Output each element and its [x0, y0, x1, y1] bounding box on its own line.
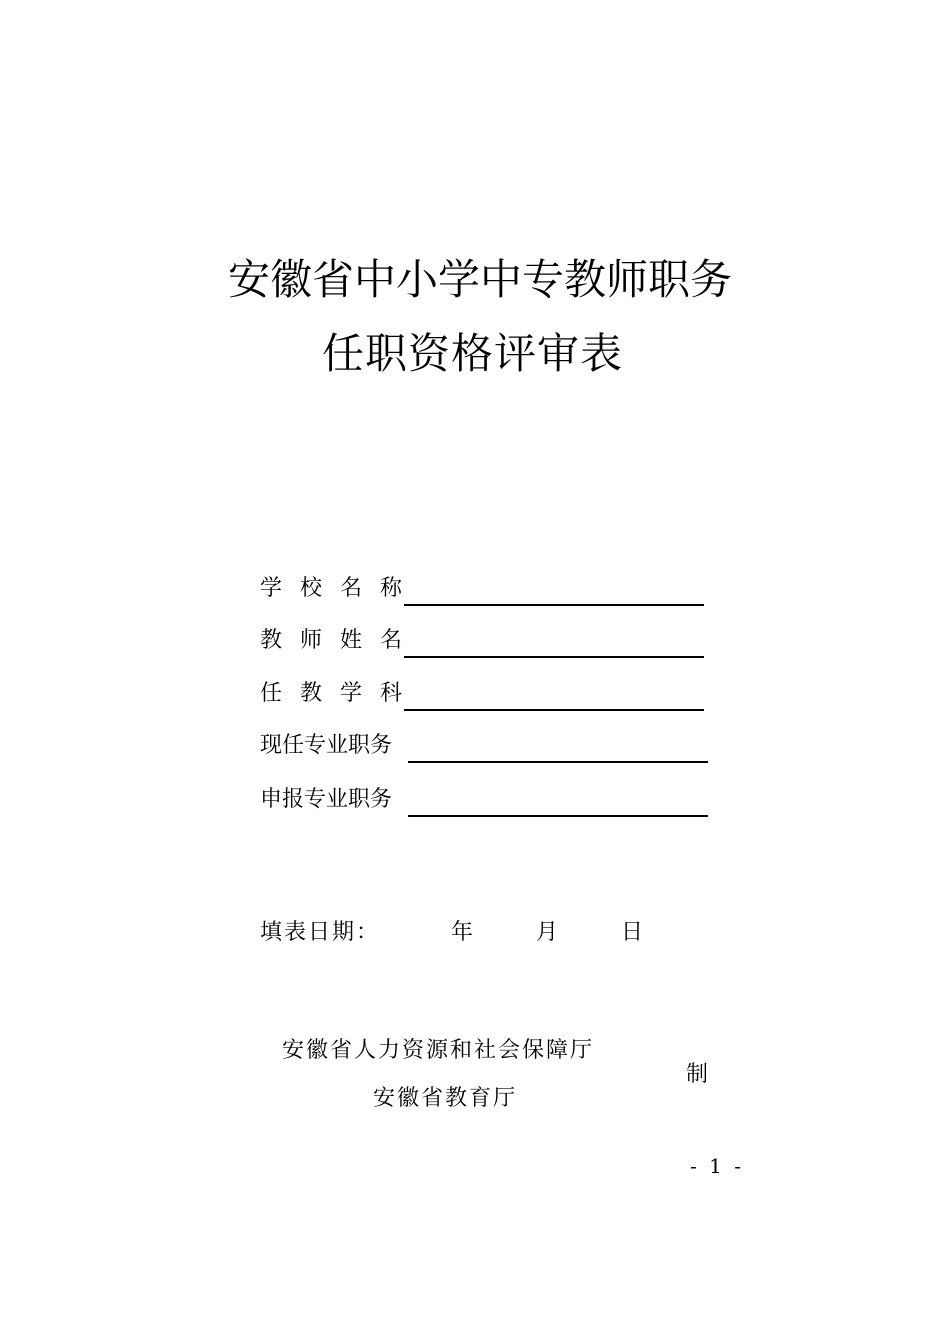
fill-date-label: 填表日期： — [260, 920, 381, 945]
teacher-name-blank — [404, 656, 704, 658]
fill-date-year: 年 — [451, 920, 474, 945]
applied-title-blank — [408, 815, 708, 817]
teaching-subject-blank — [404, 709, 704, 711]
current-title-blank — [408, 761, 708, 763]
teacher-name-label: 教师姓名 — [260, 628, 421, 653]
issuer-education-department: 安徽省教育厅 — [373, 1086, 518, 1111]
issuer-hr-department: 安徽省人力资源和社会保障厅 — [282, 1038, 595, 1063]
form-title-line-2: 任职资格评审表 — [322, 329, 624, 378]
teaching-subject-label: 任教学科 — [260, 681, 421, 706]
school-name-label: 学校名称 — [260, 576, 421, 601]
page-number: - 1 - — [690, 1154, 744, 1178]
teaching-subject-field — [260, 679, 720, 713]
applied-title-label: 申报专业职务 — [260, 787, 393, 812]
current-title-field — [260, 731, 720, 765]
applied-title-field — [260, 785, 720, 819]
school-name-field — [260, 574, 720, 608]
fill-date-day: 日 — [621, 920, 644, 945]
current-title-label: 现任专业职务 — [260, 733, 393, 758]
form-title-line-1: 安徽省中小学中专教师职务 — [228, 255, 733, 304]
fill-date-month: 月 — [536, 920, 559, 945]
school-name-blank — [404, 604, 704, 606]
issuer-suffix: 制 — [686, 1062, 709, 1087]
teacher-name-field — [260, 626, 720, 660]
